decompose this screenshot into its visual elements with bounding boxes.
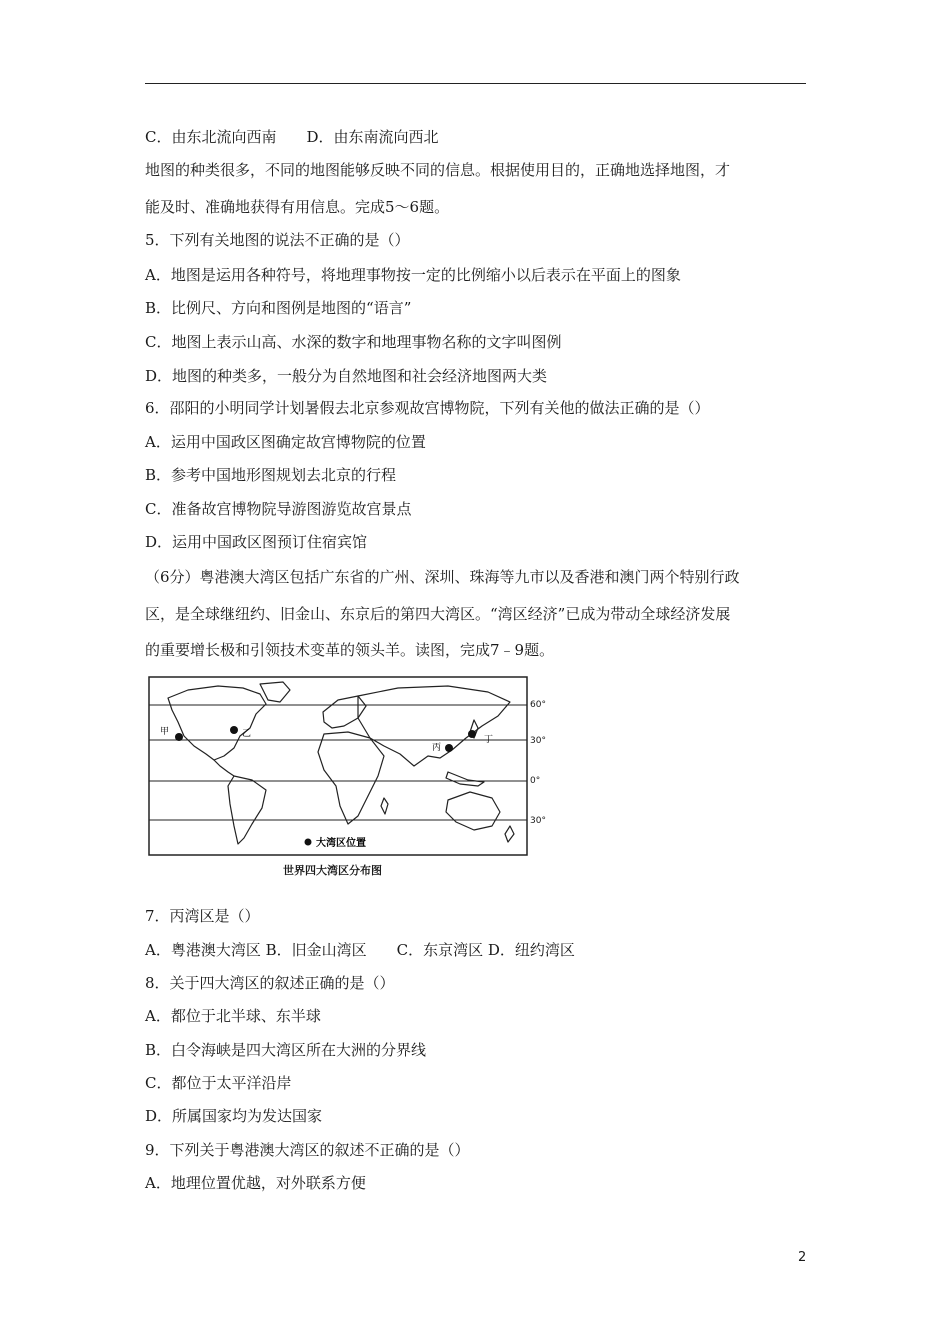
bay-paragraph-line-3: 的重要增长极和引领技术变革的领头羊。读图，完成7﹣9题。 <box>145 641 555 659</box>
bay-dot-bing <box>445 744 453 752</box>
bay-dot-yi <box>230 726 238 734</box>
world-bay-area-map <box>148 676 528 856</box>
bay-dot-jia <box>175 733 183 741</box>
intro-paragraph-line-1: 地图的种类很多，不同的地图能够反映不同的信息。根据使用目的，正确地选择地图，才 <box>145 161 731 179</box>
intro-paragraph-line-2: 能及时、准确地获得有用信息。完成5～6题。 <box>145 198 450 216</box>
q6-option-c: C．准备故宫博物院导游图游览故宫景点 <box>145 500 412 518</box>
label-bing: 丙 <box>432 743 442 753</box>
label-jia: 甲 <box>160 727 170 737</box>
label-ding: 丁 <box>484 735 494 745</box>
q8-option-c: C．都位于太平洋沿岸 <box>145 1074 292 1092</box>
legend-label: 大湾区位置 <box>316 838 366 849</box>
q8-stem: 8．关于四大湾区的叙述正确的是（） <box>145 974 395 992</box>
q8-option-b: B．白令海峡是四大湾区所在大洲的分界线 <box>145 1041 427 1059</box>
label-yi: 乙 <box>242 729 252 739</box>
bay-dot-ding <box>468 730 476 738</box>
q4-options-cd: C．由东北流向西南 D．由东南流向西北 <box>145 128 439 146</box>
legend-dot <box>305 839 312 846</box>
q6-option-a: A．运用中国政区图确定故宫博物院的位置 <box>145 433 426 451</box>
q9-option-a: A．地理位置优越，对外联系方便 <box>145 1174 366 1192</box>
bay-paragraph-line-1: （6分）粤港澳大湾区包括广东省的广州、深圳、珠海等九市以及香港和澳门两个特别行政 <box>145 568 740 586</box>
header-rule <box>145 83 806 84</box>
q6-stem: 6．邵阳的小明同学计划暑假去北京参观故宫博物院，下列有关他的做法正确的是（） <box>145 399 710 417</box>
lat-label-60n: 60° <box>530 700 546 710</box>
page-number: 2 <box>798 1250 807 1265</box>
lat-label-30s: 30° <box>530 816 546 826</box>
q8-option-a: A．都位于北半球、东半球 <box>145 1007 321 1025</box>
lat-label-30n: 30° <box>530 736 546 746</box>
q6-option-d: D．运用中国政区图预订住宿宾馆 <box>145 533 368 551</box>
q9-stem: 9．下列关于粤港澳大湾区的叙述不正确的是（） <box>145 1141 470 1159</box>
q5-option-d: D．地图的种类多，一般分为自然地图和社会经济地图两大类 <box>145 367 548 385</box>
q6-option-b: B．参考中国地形图规划去北京的行程 <box>145 466 397 484</box>
bay-paragraph-line-2: 区，是全球继纽约、旧金山、东京后的第四大湾区。“湾区经济”已成为带动全球经济发展 <box>145 605 731 623</box>
lat-label-0: 0° <box>530 776 541 786</box>
q8-option-d: D．所属国家均为发达国家 <box>145 1107 323 1125</box>
q5-option-a: A．地图是运用各种符号，将地理事物按一定的比例缩小以后表示在平面上的图象 <box>145 266 681 284</box>
q7-stem: 7．丙湾区是（） <box>145 907 260 925</box>
q5-option-c: C．地图上表示山高、水深的数字和地理事物名称的文字叫图例 <box>145 333 562 351</box>
map-caption: 世界四大湾区分布图 <box>283 864 382 877</box>
q7-options: A．粤港澳大湾区 B．旧金山湾区 C．东京湾区 D．纽约湾区 <box>145 941 575 959</box>
q5-stem: 5．下列有关地图的说法不正确的是（） <box>145 231 410 249</box>
q5-option-b: B．比例尺、方向和图例是地图的“语言” <box>145 299 412 317</box>
